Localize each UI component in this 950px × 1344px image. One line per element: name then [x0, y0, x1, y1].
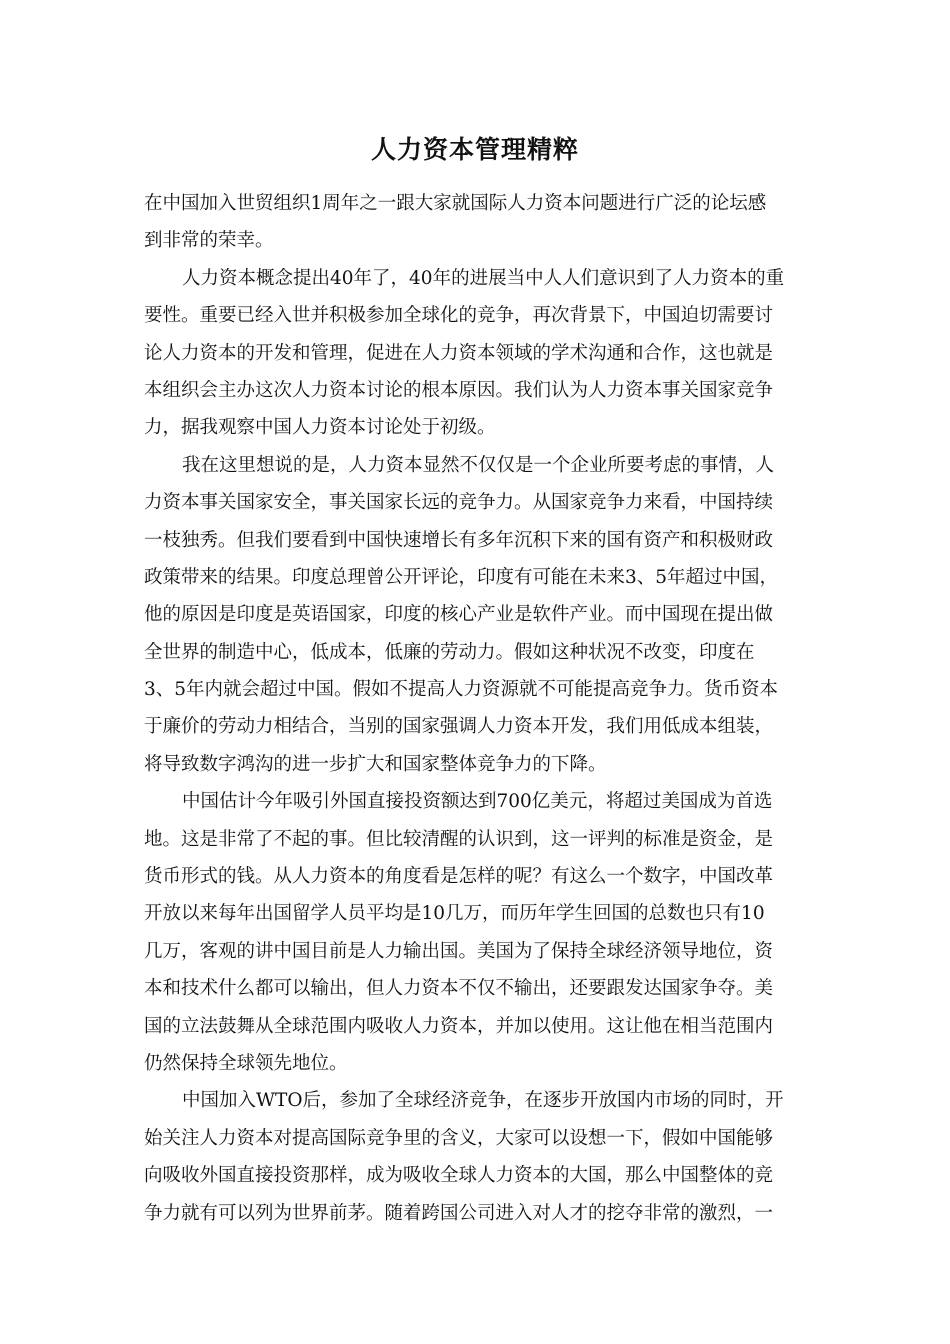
text-line: 3、5年内就会超过中国。假如不提高人力资源就不可能提高竞争力。货币资本: [144, 679, 779, 701]
document-title: 人力资本管理精粹: [370, 135, 579, 164]
text-line: 论人力资本的开发和管理，促进在人力资本领域的学术沟通和合作，这也就是: [144, 342, 774, 364]
text-line: 全世界的制造中心，低成本，低廉的劳动力。假如这种状况不改变，印度在: [144, 641, 755, 663]
document-body: [144, 185, 804, 1232]
text-line: 仍然保持全球领先地位。: [144, 1052, 348, 1074]
text-line: 开放以来每年出国留学人员平均是10几万，而历年学生回国的总数也只有10: [144, 903, 765, 925]
text-line: 地。这是非常了不起的事。但比较清醒的认识到，这一评判的标准是资金，是: [144, 828, 774, 850]
text-line: 几万，客观的讲中国目前是人力输出国。美国为了保持全球经济领导地位，资: [144, 940, 774, 962]
text-line: 一枝独秀。但我们要看到中国快速增长有多年沉积下来的国有资产和积极财政: [144, 529, 774, 551]
text-line: 本和技术什么都可以输出，但人力资本不仅不输出，还要跟发达国家争夺。美: [144, 978, 774, 1000]
text-line: 要性。重要已经入世并积极参加全球化的竞争，再次背景下，中国迫切需要讨: [144, 305, 774, 327]
text-line: 他的原因是印度是英语国家，印度的核心产业是软件产业。而中国现在提出做: [144, 604, 774, 626]
text-line: 本组织会主办这次人力资本讨论的根本原因。我们认为人力资本事关国家竞争: [144, 379, 774, 401]
text-line: 我在这里想说的是，人力资本显然不仅仅是一个企业所要考虑的事情，人: [182, 454, 775, 476]
text-line: 力，据我观察中国人力资本讨论处于初级。: [144, 417, 496, 439]
text-line: 政策带来的结果。印度总理曾公开评论，印度有可能在未来3、5年超过中国，: [144, 566, 779, 588]
text-line: 人力资本概念提出40年了，40年的进展当中人人们意识到了人力资本的重: [182, 267, 785, 289]
text-line: 在中国加入世贸组织1周年之一跟大家就国际人力资本问题进行广泛的论坛感: [144, 193, 767, 214]
text-line: 力资本事关国家安全，事关国家长远的竞争力。从国家竞争力来看，中国持续: [144, 492, 774, 514]
text-line: 中国加入WTO后，参加了全球经济竞争，在逐步开放国内市场的同时，开: [182, 1090, 784, 1112]
text-line: 争力就有可以列为世界前茅。随着跨国公司进入对人才的挖夺非常的激烈，一: [144, 1202, 774, 1224]
text-line: 始关注人力资本对提高国际竞争里的含义，大家可以设想一下，假如中国能够: [144, 1127, 774, 1149]
text-line: 到非常的荣幸。: [144, 230, 274, 252]
text-line: 于廉价的劳动力相结合，当别的国家强调人力资本开发，我们用低成本组装，: [144, 716, 774, 738]
text-line: 国的立法鼓舞从全球范围内吸收人力资本，并加以使用。这让他在相当范围内: [144, 1015, 774, 1037]
text-line: 将导致数字鸿沟的进一步扩大和国家整体竞争力的下降。: [144, 753, 607, 775]
text-line: 货币形式的钱。从人力资本的角度看是怎样的呢？有这么一个数字，中国改革: [144, 866, 774, 888]
text-line: 向吸收外国直接投资那样，成为吸收全球人力资本的大国，那么中国整体的竞: [144, 1165, 774, 1187]
text-line: 中国估计今年吸引外国直接投资额达到700亿美元，将超过美国成为首选: [182, 791, 773, 813]
